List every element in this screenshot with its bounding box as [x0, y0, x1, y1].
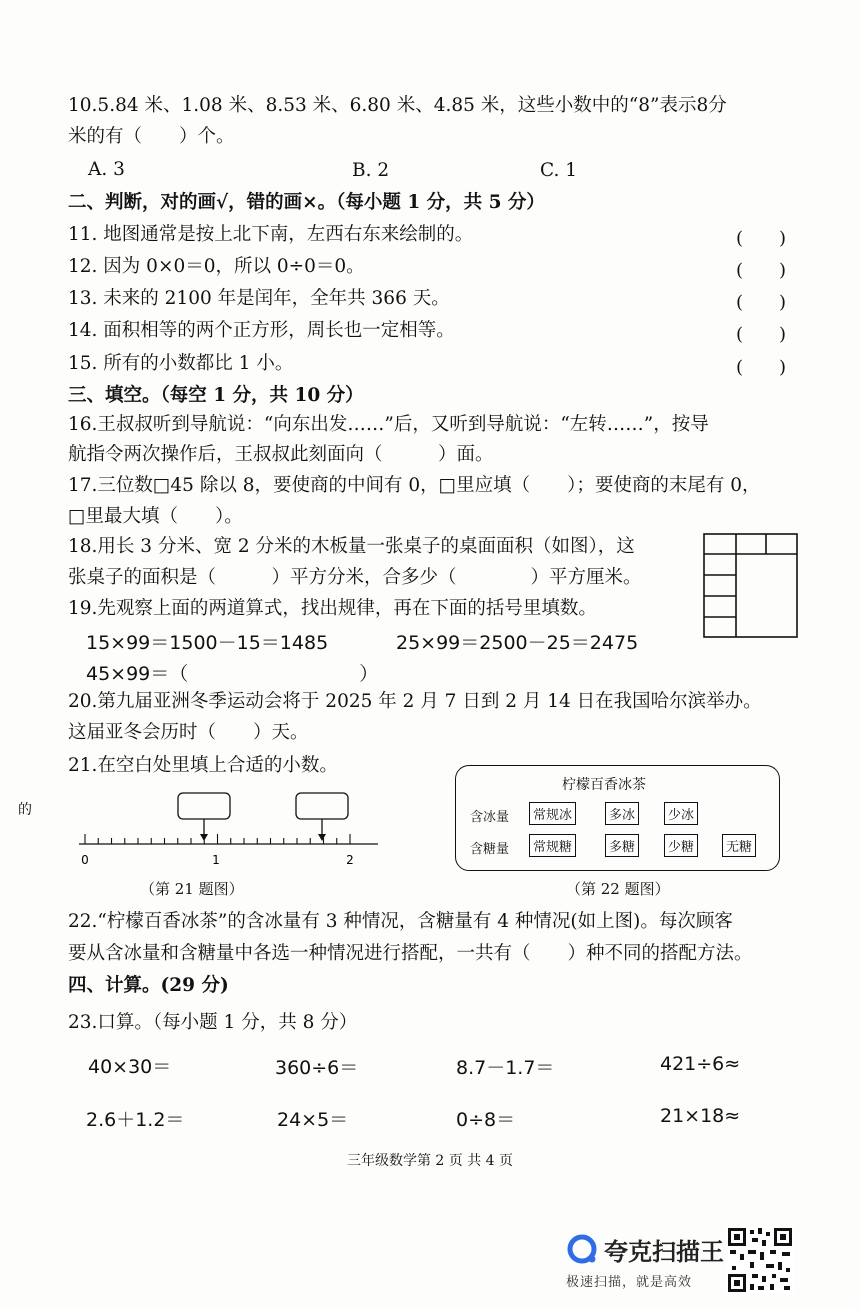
- calc-2-4: 21×18≈: [660, 1105, 741, 1127]
- calc-2-1: 2.6＋1.2＝: [86, 1109, 185, 1131]
- ice-option-more: 多冰: [605, 802, 639, 825]
- q10-line2: 米的有（ ）个。: [68, 126, 235, 147]
- q15-answer-paren[interactable]: ( ): [736, 357, 787, 378]
- sugar-option-none: 无糖: [722, 834, 756, 857]
- page-footer: 三年级数学第 2 页 共 4 页: [346, 1153, 514, 1169]
- menu-sugar-label: 含糖量: [470, 842, 510, 857]
- q12-text: 12. 因为 0×0＝0，所以 0÷0＝0。: [68, 256, 365, 277]
- number-line-figure: [74, 788, 384, 870]
- section2-heading: 二、判断，对的画√，错的画×。（每小题 1 分，共 5 分）: [68, 192, 545, 213]
- q18-line1: 18.用长 3 分米、宽 2 分米的木板量一张桌子的桌面面积（如图），这: [68, 536, 635, 557]
- number-line-label-0: 0: [81, 853, 89, 867]
- q10-option-b: B. 2: [352, 160, 390, 181]
- q20-line1: 20.第九届亚洲冬季运动会将于 2025 年 2 月 7 日到 2 月 14 日在我国哈尔滨举办。: [68, 691, 762, 712]
- q10-line1: 10.5.84 米、1.08 米、8.53 米、6.80 米、4.85 米，这些小数中的“8”表示8分: [68, 95, 727, 116]
- watermark-brand: 夸克扫描王: [604, 1238, 724, 1266]
- q17-line1: 17.三位数□45 除以 8，要使商的中间有 0，□里应填（ ）；要使商的末尾有 0，: [68, 475, 761, 496]
- scanner-logo-icon: [566, 1233, 598, 1265]
- q17-line2: □里最大填（ ）。: [68, 506, 243, 527]
- watermark-slogan: 极速扫描，就是高效: [566, 1275, 693, 1290]
- q14-answer-paren[interactable]: ( ): [736, 324, 787, 345]
- section3-heading: 三、填空。（每空 1 分，共 10 分）: [68, 385, 364, 406]
- sugar-option-more: 多糖: [605, 834, 639, 857]
- q19-text: 19.先观察上面的两道算式，找出规律，再在下面的括号里填数。: [68, 598, 597, 619]
- section4-heading: 四、计算。(29 分): [68, 975, 229, 996]
- q16-line2: 航指令两次操作后，王叔叔此刻面向（ ）面。: [68, 444, 494, 465]
- sugar-option-regular: 常规糖: [529, 834, 576, 857]
- q23-text: 23.口算。（每小题 1 分，共 8 分）: [68, 1012, 358, 1033]
- q11-answer-paren[interactable]: ( ): [736, 228, 787, 249]
- q20-line2: 这届亚冬会历时（ ）天。: [68, 722, 309, 743]
- q21-text: 21.在空白处里填上合适的小数。: [68, 755, 338, 776]
- q19-equation-3: 45×99＝（ ）: [86, 663, 379, 685]
- q11-text: 11. 地图通常是按上北下南，左西右东来绘制的。: [68, 224, 474, 245]
- q14-text: 14. 面积相等的两个正方形，周长也一定相等。: [68, 320, 455, 341]
- q12-answer-paren[interactable]: ( ): [736, 260, 787, 281]
- calc-2-3: 0÷8＝: [456, 1109, 516, 1131]
- q18-line2: 张桌子的面积是（ ）平方分米，合多少（ ）平方厘米。: [68, 567, 642, 588]
- q13-answer-paren[interactable]: ( ): [736, 292, 787, 313]
- calc-2-2: 24×5＝: [277, 1109, 349, 1131]
- margin-mark: 的: [18, 802, 32, 818]
- ice-option-less: 少冰: [664, 802, 698, 825]
- calc-1-3: 8.7－1.7＝: [456, 1057, 555, 1079]
- q16-line1: 16.王叔叔听到导航说：“向东出发……”后，又听到导航说：“左转……”，按导: [68, 414, 709, 435]
- calc-1-4: 421÷6≈: [660, 1053, 741, 1075]
- calc-1-2: 360÷6＝: [275, 1057, 359, 1079]
- arrow-down-icon: [318, 834, 326, 841]
- q15-text: 15. 所有的小数都比 1 小。: [68, 353, 294, 374]
- calc-1-1: 40×30＝: [88, 1056, 172, 1078]
- q19-equation-1: 15×99＝1500－15＝1485: [86, 632, 329, 654]
- q22-line2: 要从含冰量和含糖量中各选一种情况进行搭配，一共有（ ）种不同的搭配方法。: [68, 943, 753, 964]
- q13-text: 13. 未来的 2100 年是闰年，全年共 366 天。: [68, 288, 450, 309]
- number-line-blank-box-1: [178, 793, 230, 819]
- q10-option-c: C. 1: [540, 160, 578, 181]
- menu-title: 柠檬百香冰茶: [562, 777, 646, 793]
- number-line-label-2: 2: [346, 853, 354, 867]
- number-line-label-1: 1: [212, 853, 220, 867]
- q19-equation-2: 25×99＝2500－25＝2475: [396, 632, 639, 654]
- figure-22-caption: （第 22 题图）: [566, 880, 670, 898]
- q22-line1: 22.“柠檬百香冰茶”的含冰量有 3 种情况，含糖量有 4 种情况(如上图)。每次顾客: [68, 911, 733, 932]
- q18-board-figure: [703, 533, 799, 639]
- qr-code-icon: [726, 1226, 794, 1294]
- sugar-option-less: 少糖: [664, 834, 698, 857]
- ice-option-regular: 常规冰: [529, 802, 576, 825]
- q10-option-a: A. 3: [88, 159, 125, 180]
- menu-ice-label: 含冰量: [470, 810, 510, 825]
- figure-21-caption: （第 21 题图）: [140, 880, 244, 898]
- number-line-blank-box-2: [296, 793, 348, 819]
